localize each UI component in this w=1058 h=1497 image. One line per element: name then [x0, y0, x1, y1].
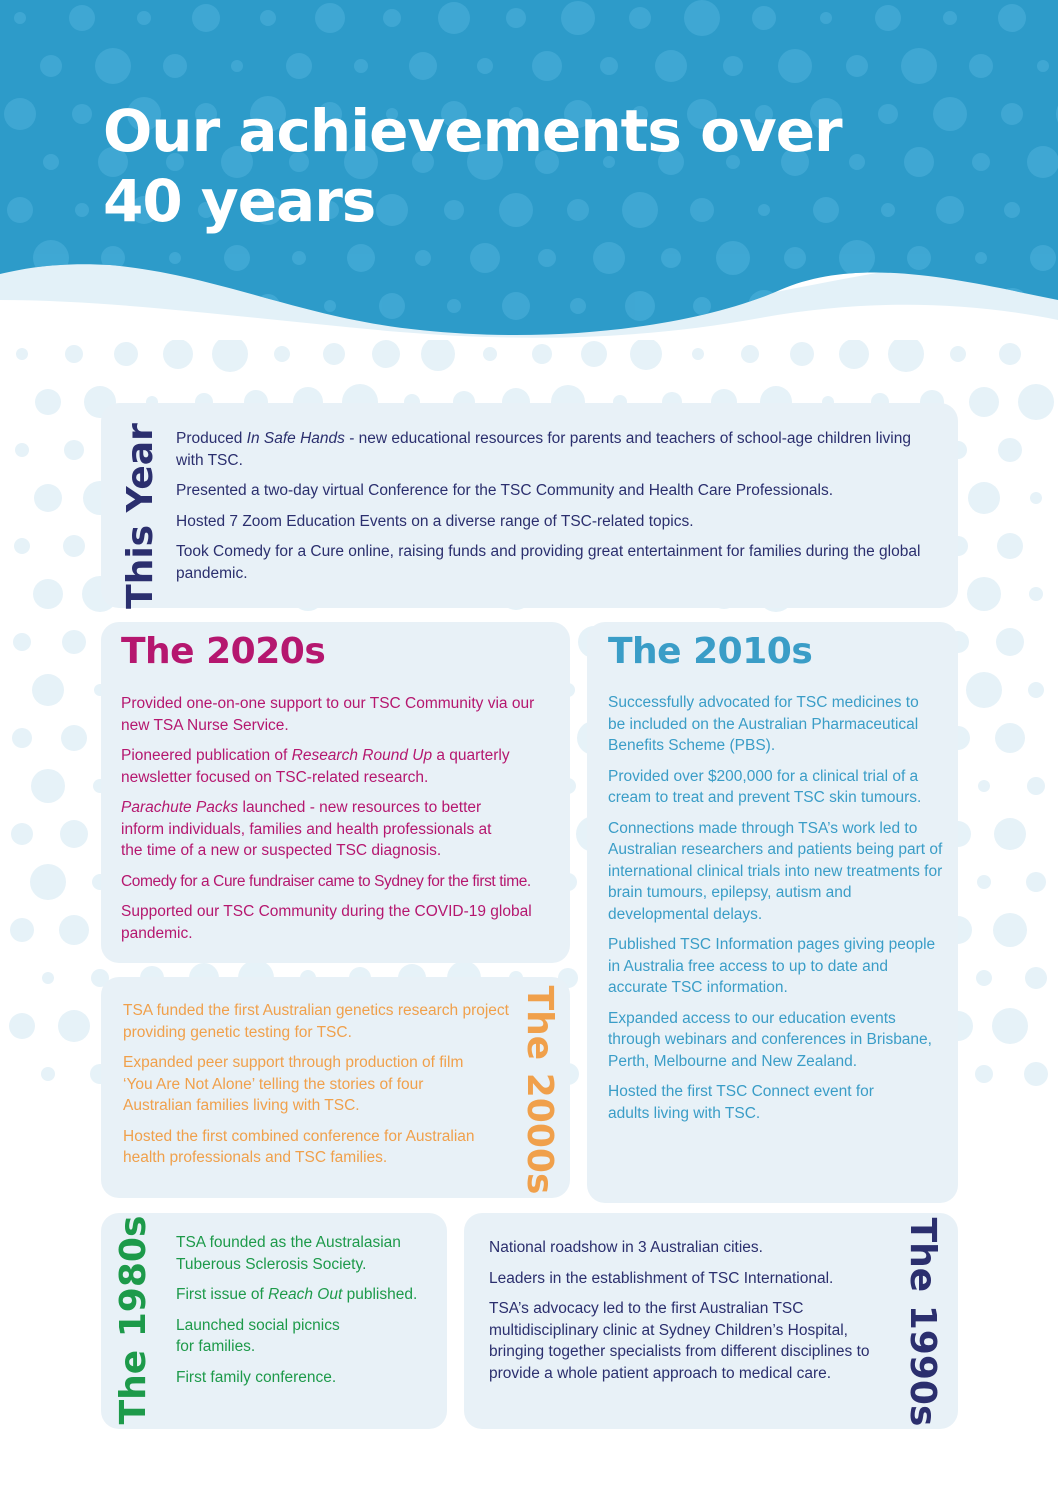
- header-dot: [4, 98, 36, 130]
- decade-2010s-item: Successfully advocated for TSC medicines to be included on the Australian Pharmaceutical Benefits Scheme (PBS).: [608, 694, 919, 754]
- background-dot: [1026, 872, 1046, 892]
- background-dot: [41, 1067, 55, 1081]
- header-dot: [502, 292, 530, 320]
- this-year-label: This Year: [120, 423, 161, 609]
- background-dot: [1024, 1062, 1048, 1086]
- background-dot: [581, 341, 607, 367]
- this-year-item: Hosted 7 Zoom Education Events on a diverse range of TSC-related topics.: [176, 512, 694, 530]
- background-dot: [994, 818, 1026, 850]
- decade-2000s-label: The 2000s: [519, 985, 560, 1195]
- decade-2000s-list: [123, 1000, 513, 1169]
- header-dot: [40, 55, 62, 77]
- decade-2000s-item: Expanded peer support through production of film ‘You Are Not Alone’ telling the stories of four Australian families living with TSC.: [123, 1054, 464, 1114]
- background-dot: [992, 1008, 1028, 1044]
- header-dot: [933, 97, 967, 131]
- background-dot: [58, 1010, 90, 1042]
- page-title-line-1: Our achievements over: [103, 97, 842, 165]
- header-dot: [415, 250, 431, 266]
- decade-1980s-item: First family conference.: [176, 1368, 337, 1386]
- this-year-card: [101, 403, 958, 608]
- background-dot: [741, 345, 759, 363]
- background-dot: [30, 864, 66, 900]
- decade-2020s-card: [101, 622, 570, 963]
- header-dot: [75, 203, 89, 217]
- decade-2020s-item: Supported our TSC Community during the COVID-19 global pandemic.: [121, 903, 532, 942]
- header-dot: [593, 242, 625, 274]
- this-year-item: Took Comedy for a Cure online, raising funds and providing great entertainment for families during the global pandemic.: [176, 543, 921, 582]
- header-dot: [347, 244, 375, 272]
- decade-1990s-card: [464, 1213, 958, 1429]
- background-dot: [9, 1013, 35, 1039]
- header-dot: [447, 299, 461, 313]
- background-dot: [14, 538, 30, 554]
- header-dot: [324, 300, 336, 312]
- decade-2010s-item: Published TSC Information pages giving people in Australia free access to up to date and accurate TSC information.: [608, 936, 936, 996]
- background-dot: [969, 387, 999, 417]
- background-dot: [35, 389, 61, 415]
- background-dot: [12, 728, 32, 748]
- header-dot: [1001, 103, 1023, 125]
- header-dot: [904, 147, 934, 177]
- background-dot: [61, 725, 87, 751]
- header-dot: [849, 154, 865, 170]
- header-dot: [315, 3, 345, 33]
- background-dot: [163, 340, 193, 369]
- decade-2010s-item: Connections made through TSA’s work led to Australian researchers and patients being part of international clinical trials into new treatments for brain tumours, epilepsy, autism and developmental delays.: [608, 819, 943, 923]
- decade-2010s-list: [608, 692, 943, 1124]
- background-dot: [1027, 777, 1045, 795]
- this-year-item: Produced In Safe Hands - new educational resources for parents and teachers of school-age children living with TSC.: [176, 430, 911, 469]
- header-dot: [383, 9, 401, 27]
- decade-1980s-list: [176, 1232, 436, 1388]
- header-dot: [1004, 202, 1020, 218]
- background-dot: [1030, 492, 1042, 504]
- header-dot: [600, 57, 618, 75]
- background-dot: [532, 344, 552, 364]
- background-dot: [15, 443, 29, 457]
- background-dot: [42, 972, 54, 984]
- background-dot: [996, 628, 1024, 656]
- header-dot: [260, 10, 276, 26]
- decade-2010s-item: Provided over $200,000 for a clinical trial of a cream to treat and prevent TSC skin tumours.: [608, 767, 922, 806]
- decade-2020s-item: Pioneered publication of Research Round Up a quarterly newsletter focused on TSC-related research.: [121, 747, 510, 786]
- header-dot: [716, 241, 750, 275]
- decade-1990s-item: TSA’s advocacy led to the first Australian TSC multidisciplinary clinic at Sydney Children’s Hospital, bringing together specialists from different disciplines to provide a whole patient approach to medical care.: [489, 1300, 870, 1382]
- header-dot: [875, 5, 901, 31]
- header-dot: [778, 49, 812, 83]
- page-title: [103, 96, 842, 236]
- header-dot: [538, 249, 556, 267]
- background-dot: [995, 723, 1025, 753]
- background-dot: [10, 918, 34, 942]
- background-dot: [1018, 384, 1054, 420]
- header-dot: [1027, 146, 1058, 178]
- background-dot: [11, 823, 33, 845]
- decade-1990s-item: National roadshow in 3 Australian cities.: [489, 1239, 763, 1256]
- header-dot: [878, 104, 898, 124]
- header-dot: [95, 48, 131, 84]
- background-dot: [13, 633, 31, 651]
- background-dot: [950, 346, 966, 362]
- background-dot: [978, 780, 990, 792]
- header-dot: [477, 58, 493, 74]
- decade-2010s-card: [587, 622, 958, 1203]
- decade-2010s-item: Expanded access to our education events through webinars and conferences in Brisbane, Perth, Melbourne and New Zealand.: [608, 1009, 932, 1070]
- background-dot: [323, 343, 345, 365]
- header-dot: [907, 246, 931, 270]
- background-dot: [16, 348, 28, 360]
- decade-1990s-list: [489, 1237, 884, 1384]
- header-dot: [936, 196, 964, 224]
- background-dot: [34, 484, 62, 512]
- header-dot: [839, 240, 875, 276]
- background-dot: [32, 674, 64, 706]
- header-dot: [998, 4, 1026, 32]
- decade-2020s-heading: The 2020s: [121, 631, 326, 672]
- header-dot: [192, 4, 220, 32]
- header-dot: [14, 12, 26, 24]
- decade-2000s-card: [101, 977, 570, 1198]
- background-dot: [372, 340, 400, 368]
- header-dot: [975, 252, 987, 264]
- header-dot: [438, 2, 470, 34]
- header-dot: [231, 60, 243, 72]
- background-dot: [977, 875, 991, 889]
- header-dot: [69, 5, 95, 31]
- decade-1980s-item: Launched social picnics for families.: [176, 1316, 340, 1355]
- header-dot: [820, 12, 832, 24]
- background-dot: [966, 672, 1002, 708]
- header-dot: [137, 11, 151, 25]
- background-dot: [630, 340, 662, 370]
- decade-2020s-item: Parachute Packs launched - new resources to better inform individuals, families and health professionals at the time of a new or suspected TSC diagnosis.: [121, 799, 492, 859]
- header-dot: [846, 55, 868, 77]
- background-dot: [421, 340, 455, 371]
- header-dot: [43, 154, 59, 170]
- header-dot: [784, 247, 806, 269]
- decade-2000s-item: Hosted the first combined conference for Australian health professionals and TSC families.: [123, 1127, 475, 1166]
- header-dot: [1037, 60, 1049, 72]
- background-dot: [60, 820, 88, 848]
- background-dot: [1029, 587, 1043, 601]
- this-year-item: Presented a two-day virtual Conference for the TSC Community and Health Care Professionals.: [176, 482, 834, 499]
- header-dot: [723, 56, 743, 76]
- header-dot: [532, 51, 562, 81]
- background-dot: [692, 348, 704, 360]
- background-dot: [999, 343, 1021, 365]
- background-dot: [790, 342, 814, 366]
- background-dot: [64, 440, 84, 460]
- background-dot: [33, 579, 63, 609]
- background-dot: [975, 1065, 993, 1083]
- background-dot: [968, 482, 1000, 514]
- header-dot: [379, 293, 405, 319]
- decade-1980s-item: First issue of Reach Out published.: [176, 1286, 418, 1303]
- background-dot: [59, 915, 89, 945]
- this-year-list: [176, 428, 941, 584]
- header-dot: [163, 54, 187, 78]
- background-dot: [212, 340, 248, 372]
- decade-2010s-heading: The 2010s: [608, 631, 813, 672]
- background-dot: [1025, 967, 1047, 989]
- page-title-line-2: 40 years: [103, 167, 376, 235]
- header-dot: [901, 48, 937, 84]
- header-dot: [625, 291, 655, 321]
- background-dot: [114, 342, 138, 366]
- background-dot: [62, 630, 86, 654]
- background-dot: [998, 438, 1022, 462]
- background-dot: [274, 346, 290, 362]
- header-dot: [169, 252, 181, 264]
- background-dot: [65, 345, 83, 363]
- header-dot: [506, 8, 526, 28]
- header-dot: [881, 203, 895, 217]
- background-dot: [483, 347, 497, 361]
- header-dot: [752, 6, 776, 30]
- background-dot: [839, 340, 869, 369]
- background-dot: [31, 769, 65, 803]
- decade-1980s-label: The 1980s: [113, 1215, 154, 1425]
- header-dot: [470, 243, 500, 273]
- header-dot: [72, 104, 92, 124]
- background-dot: [967, 577, 1001, 611]
- decade-1990s-label: The 1990s: [902, 1217, 943, 1427]
- header-dot: [684, 0, 720, 36]
- background-dot: [993, 913, 1027, 947]
- header-dot: [292, 251, 306, 265]
- header-dot: [943, 11, 957, 25]
- decade-1990s-item: Leaders in the establishment of TSC International.: [489, 1269, 834, 1287]
- header-dot: [655, 50, 687, 82]
- decade-1980s-card: [101, 1213, 447, 1429]
- header-dot: [1030, 245, 1056, 271]
- background-dot: [63, 535, 85, 557]
- decade-2020s-list: [121, 693, 566, 944]
- header-dot: [570, 298, 586, 314]
- header-dot: [561, 1, 595, 35]
- decade-2020s-item: Provided one-on-one support to our TSC Community via our new TSA Nurse Service.: [121, 695, 535, 734]
- header-dot: [629, 7, 651, 29]
- background-dot: [997, 533, 1023, 559]
- header-dot: [7, 197, 33, 223]
- decade-2000s-item: TSA funded the first Australian genetics research project providing genetic testing for TSC.: [123, 1002, 509, 1041]
- header-dot: [409, 52, 437, 80]
- background-dot: [976, 970, 992, 986]
- header-dot: [969, 54, 993, 78]
- header-dot: [354, 59, 368, 73]
- header-dot: [693, 297, 711, 315]
- header-dot: [286, 53, 312, 79]
- header-dot: [224, 245, 250, 271]
- decade-2020s-item: Comedy for a Cure fundraiser came to Sydney for the first time.: [121, 872, 531, 890]
- background-dot: [888, 340, 924, 372]
- header-dot: [972, 153, 990, 171]
- header-dot: [661, 248, 681, 268]
- decade-2010s-item: Hosted the first TSC Connect event for adults living with TSC.: [608, 1083, 874, 1122]
- background-dot: [1028, 682, 1044, 698]
- decade-1980s-item: TSA founded as the Australasian Tuberous Sclerosis Society.: [176, 1234, 401, 1273]
